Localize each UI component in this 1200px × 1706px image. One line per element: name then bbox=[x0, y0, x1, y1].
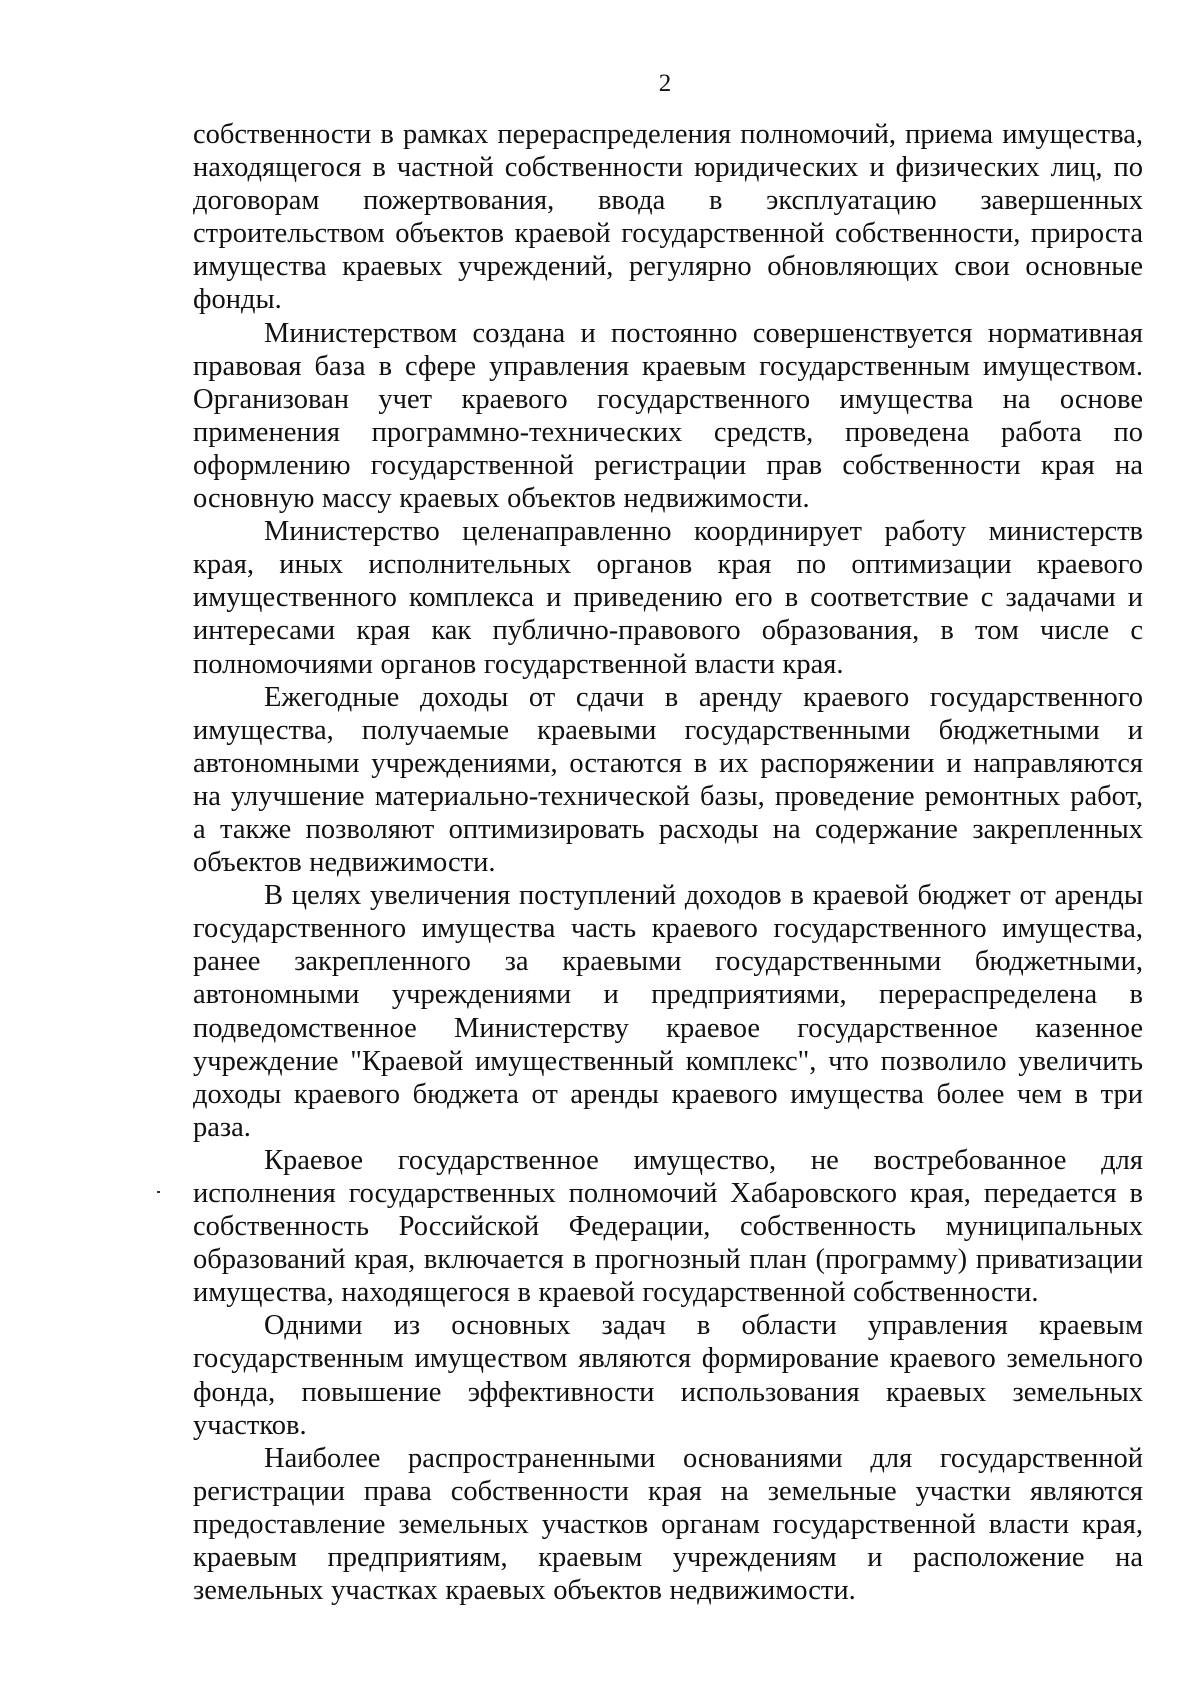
paragraph-7: Одними из основных задач в области управления краевым государственным имуществом являются формирование краевого земельного фонда, повышение эффективности использования краевых земельных участков. bbox=[193, 1310, 1143, 1441]
document-body bbox=[193, 118, 1143, 1607]
page-number: 2 bbox=[658, 70, 672, 97]
paragraph-1: собственности в рамках перераспределения полномочий, приема имущества, находящегося в частной собственности юридических и физических лиц, по договорам пожертвования, ввода в эксплуатацию завершенных строительством объектов краевой государственной собственности, прироста имущества краевых учреждений, регулярно обновляющих свои основные фонды. bbox=[193, 119, 1143, 316]
scan-speck bbox=[157, 1191, 160, 1193]
paragraph-6: Краевое государственное имущество, не востребованное для исполнения государственных полномочий Хабаровского края, передается в собственность Российской Федерации, собственность муниципальных образований края, включается в прогнозный план (программу) приватизации имущества, находящегося в краевой государственной собственности. bbox=[193, 1144, 1143, 1309]
paragraph-5: В целях увеличения поступлений доходов в краевой бюджет от аренды государственного имущества часть краевого государственного имущества, ранее закрепленного за краевыми государственными бюджетными, автономными учреждениями и предприятиями, перераспределена в подведомственное Министерству краевое государственное казенное учреждение "Краевой имущественный комплекс", что позволило увеличить доходы краевого бюджета от аренды краевого имущества более чем в три раза. bbox=[193, 880, 1143, 1143]
paragraph-2: Министерством создана и постоянно совершенствуется нормативная правовая база в сфере управления краевым государственным имуществом. Организован учет краевого государственного имущества на основе применения программно-технических средств, проведена работа по оформлению государственной регистрации прав собственности края на основную массу краевых объектов недвижимости. bbox=[193, 317, 1143, 515]
paragraph-4: Ежегодные доходы от сдачи в аренду краевого государственного имущества, получаемые краевыми государственными бюджетными и автономными учреждениями, остаются в их распоряжении и направляются на улучшение материально-технической базы, проведение ремонтных работ, а также позволяют оптимизировать расходы на содержание закрепленных объектов недвижимости. bbox=[193, 681, 1143, 879]
paragraph-8: Наиболее распространенными основаниями для государственной регистрации права собственности края на земельные участки являются предоставление земельных участков органам государственной власти края, краевым предприятиям, краевым учреждениям и расположение на земельных участках краевых объектов недвижимости. bbox=[193, 1442, 1143, 1607]
paragraph-3: Министерство целенаправленно координирует работу министерств края, иных исполнительных органов края по оптимизации краевого имущественного комплекса и приведению его в соответствие с задачами и интересами края как публично-правового образования, в том числе с полномочиями органов государственной власти края. bbox=[193, 516, 1143, 680]
